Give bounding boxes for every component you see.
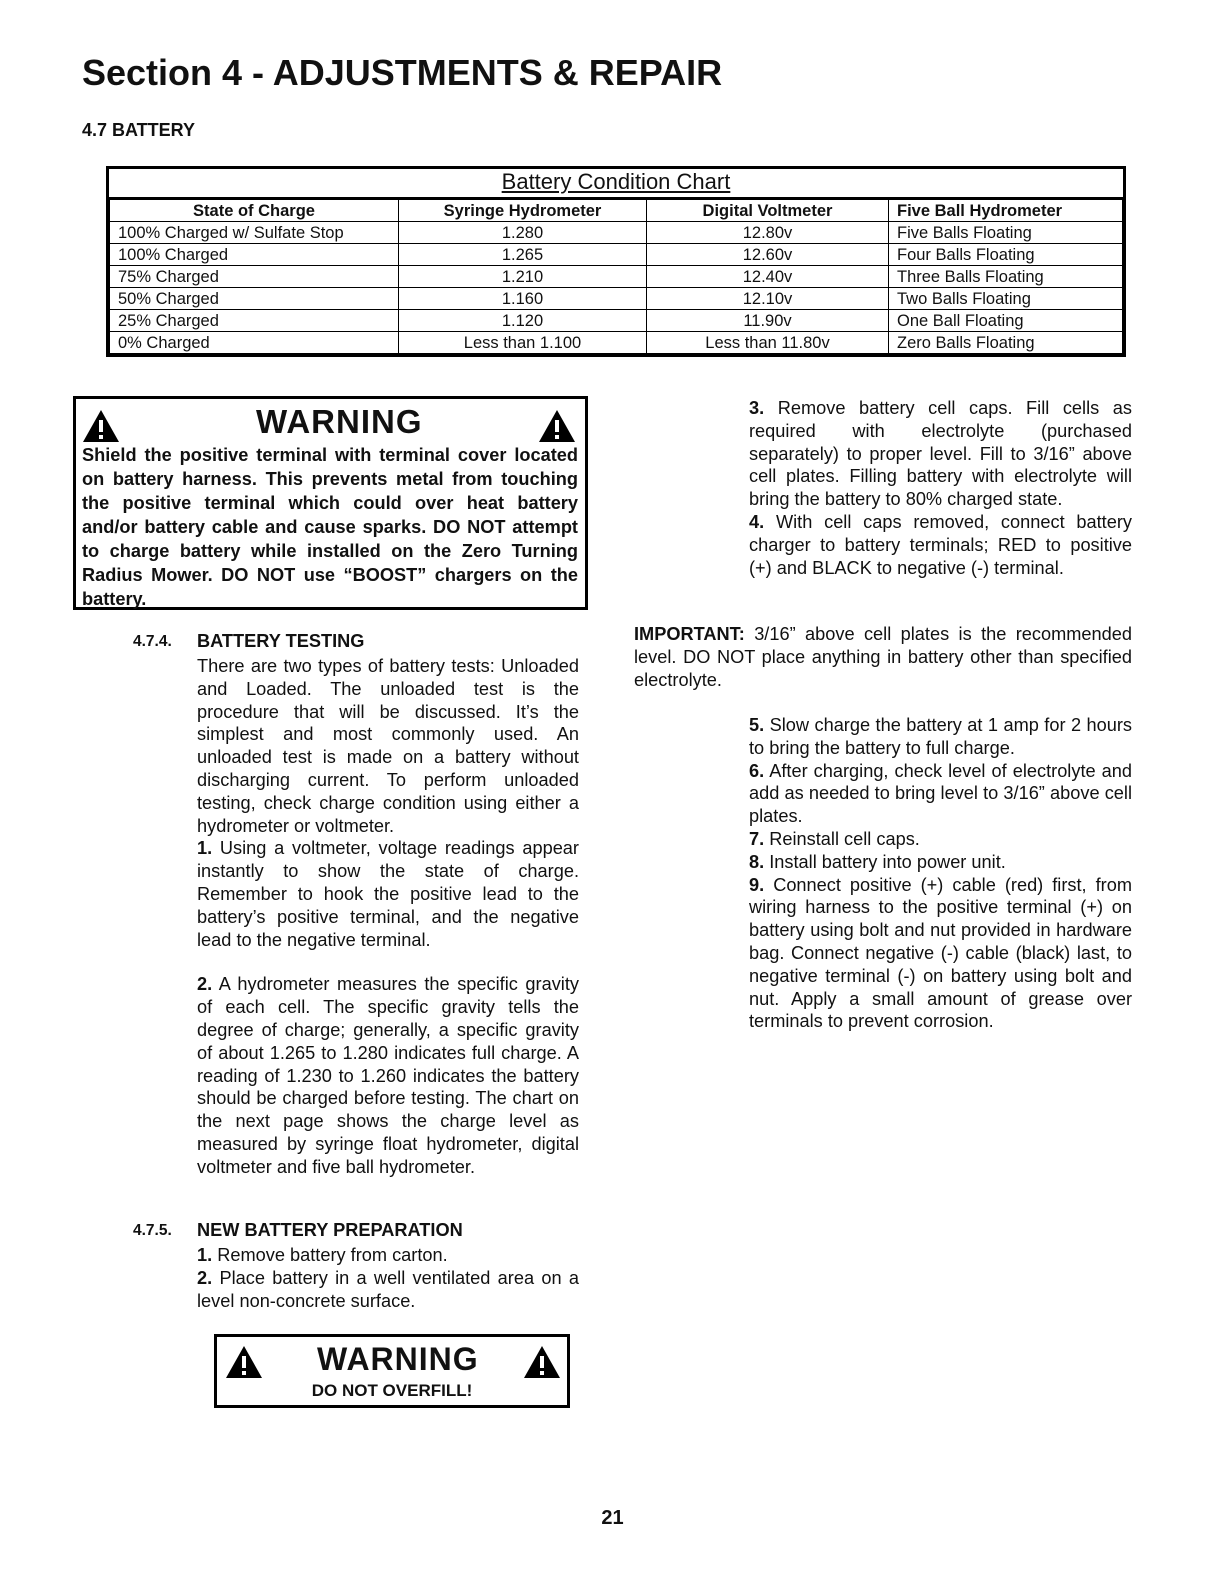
cell-syringe: 1.265 [399, 244, 647, 266]
prep-step-5: 5. Slow charge the battery at 1 amp for 2 hours to bring the battery to full charge. [749, 715, 1132, 758]
cell-state: 25% Charged [110, 310, 399, 332]
testing-step-1: 1. Using a voltmeter, voltage readings appear instantly to show the state of charge. Remember to hook the positive lead to the battery’s positive terminal, and the negative lead to the negative terminal. [197, 838, 579, 950]
table-row [110, 288, 1123, 310]
cell-syringe: 1.160 [399, 288, 647, 310]
cell-five-ball: Four Balls Floating [889, 244, 1123, 266]
battery-condition-chart [106, 166, 1126, 357]
important-text: 3/16” above cell plates is the recommended level. DO NOT place anything in battery other than specified electrolyte. [634, 624, 1132, 690]
testing-step-2: 2. A hydrometer measures the specific gravity of each cell. The specific gravity tells the degree of charge; generally, a specific gravity of about 1.265 to 1.280 indicates full charge. A reading of 1.230 to 1.260 indicates the battery should be charged before testing. The chart on the next page shows the charge level as measured by syringe float hydrometer, digital voltmeter and five ball hydrometer. [197, 974, 579, 1177]
cell-state: 100% Charged [110, 244, 399, 266]
cell-syringe: 1.210 [399, 266, 647, 288]
cell-state: 0% Charged [110, 332, 399, 354]
warning-box-overfill [214, 1334, 570, 1408]
cell-five-ball: One Ball Floating [889, 310, 1123, 332]
table-row [110, 332, 1123, 354]
page-number: 21 [601, 1507, 624, 1529]
section-number-preparation: 4.7.5. [133, 1222, 172, 1239]
warning-triangle-icon [523, 1345, 561, 1379]
cell-five-ball: Five Balls Floating [889, 222, 1123, 244]
warning-triangle-icon [82, 409, 120, 443]
cell-voltmeter: 12.10v [647, 288, 889, 310]
cell-five-ball: Zero Balls Floating [889, 332, 1123, 354]
cell-voltmeter: 11.90v [647, 310, 889, 332]
chart-table [109, 199, 1123, 354]
prep-step-6: 6. After charging, check level of electrolyte and add as needed to bring level to 3/16” above cell plates. [749, 760, 1132, 827]
prep-step-1: 1. Remove battery from carton. [197, 1245, 448, 1265]
preparation-text-right-top [749, 397, 1132, 579]
subsection-heading: 4.7 BATTERY [82, 120, 196, 140]
cell-state: 100% Charged w/ Sulfate Stop [110, 222, 399, 244]
cell-voltmeter: 12.60v [647, 244, 889, 266]
section-title-testing: BATTERY TESTING [197, 631, 365, 651]
prep-step-8: 8. Install battery into power unit. [749, 851, 1006, 872]
section-title: Section 4 - ADJUSTMENTS & REPAIR [82, 52, 723, 93]
prep-step-9: 9. Connect positive (+) cable (red) first, from wiring harness to the positive terminal (+) on battery using bolt and nut provided in hardware bag. Connect negative (-) cable (black) last, to negative terminal (-) on battery using bolt and nut. Apply a small amount of grease over terminals to prevent corrosion. [749, 874, 1132, 1032]
table-row [110, 266, 1123, 288]
cell-five-ball: Two Balls Floating [889, 288, 1123, 310]
cell-syringe: 1.280 [399, 222, 647, 244]
prep-step-3: 3. Remove battery cell caps. Fill cells as required with electrolyte (purchased separately) to proper level. Fill to 3/16” above cell plates. Filling battery with electrolyte will bring the battery to 80% charged state. [749, 398, 1132, 510]
preparation-text-left [197, 1244, 579, 1312]
table-row [110, 222, 1123, 244]
warning-subtitle: DO NOT OVERFILL! [311, 1381, 473, 1400]
cell-five-ball: Three Balls Floating [889, 266, 1123, 288]
battery-testing-text [197, 655, 579, 1179]
cell-syringe: 1.120 [399, 310, 647, 332]
table-row [110, 244, 1123, 266]
section-title-preparation: NEW BATTERY PREPARATION [197, 1220, 463, 1240]
chart-title: Battery Condition Chart [109, 169, 1123, 199]
prep-step-2: 2. Place battery in a well ventilated area on a level non-concrete surface. [197, 1267, 579, 1311]
warning-body: Shield the positive terminal with terminal cover located on battery harness. This prevents metal from touching the positive terminal which could over heat battery and/or battery cable and cause sparks. DO NOT attempt to charge battery while installed on the Zero Turning Radius Mower. DO NOT use “BOOST” chargers on the battery. [82, 445, 578, 609]
cell-voltmeter: Less than 11.80v [647, 332, 889, 354]
cell-syringe: Less than 1.100 [399, 332, 647, 354]
header-syringe-hydrometer: Syringe Hydrometer [399, 200, 647, 222]
header-five-ball-hydrometer: Five Ball Hydrometer [889, 200, 1123, 222]
header-digital-voltmeter: Digital Voltmeter [647, 200, 889, 222]
cell-voltmeter: 12.80v [647, 222, 889, 244]
section-number-testing: 4.7.4. [133, 633, 172, 650]
cell-state: 75% Charged [110, 266, 399, 288]
warning-triangle-icon [225, 1345, 263, 1379]
prep-step-4: 4. With cell caps removed, connect battery charger to battery terminals; RED to positive (+) and BLACK to negative (-) terminal. [749, 511, 1132, 578]
important-label: IMPORTANT: [634, 624, 745, 644]
table-row [110, 310, 1123, 332]
chart-header-row [110, 200, 1123, 222]
warning-box-terminal [73, 396, 588, 610]
testing-intro: There are two types of battery tests: Unloaded and Loaded. The unloaded test is the procedure that will be discussed. It’s the simplest and most commonly used. An unloaded test is made on a battery without discharging current. To perform unloaded testing, check charge condition using either a hydrometer or voltmeter. [197, 656, 579, 836]
warning-title: WARNING [317, 1341, 479, 1377]
header-state-of-charge: State of Charge [110, 200, 399, 222]
prep-step-7: 7. Reinstall cell caps. [749, 828, 920, 849]
preparation-text-right-bottom [749, 714, 1132, 1033]
warning-title: WARNING [256, 403, 423, 440]
cell-voltmeter: 12.40v [647, 266, 889, 288]
cell-state: 50% Charged [110, 288, 399, 310]
warning-triangle-icon [538, 409, 576, 443]
important-note [634, 623, 1132, 691]
